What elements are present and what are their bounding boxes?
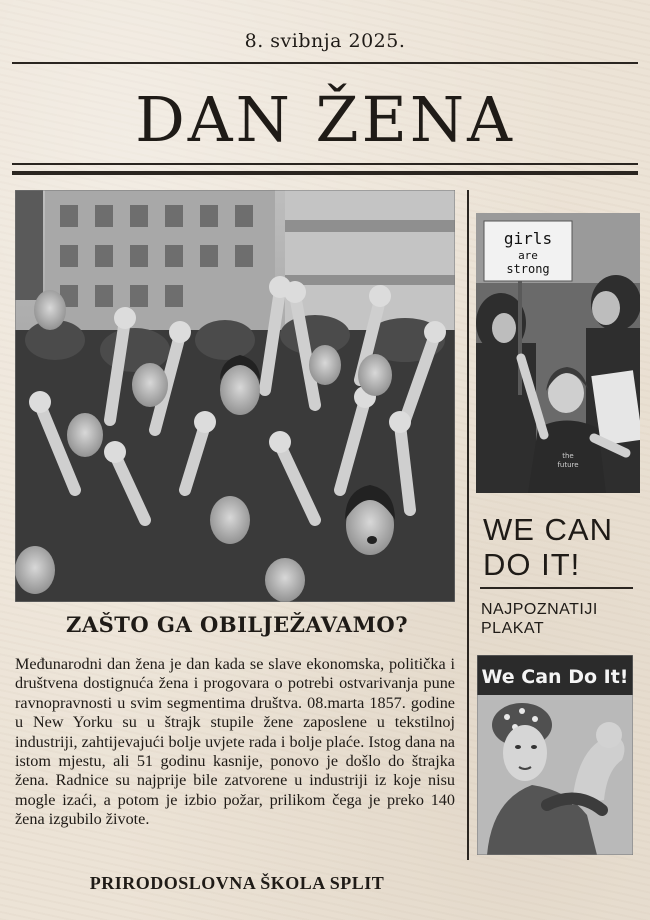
svg-text:are: are: [518, 249, 538, 262]
page-title: DAN ŽENA: [135, 83, 515, 156]
school-name: PRIRODOSLOVNA ŠKOLA SPLIT: [89, 873, 385, 893]
article-body: Međunarodni dan žena je dan kada se slave ekonomska, politička i društvena dostignuća žena i progovara o potrebi ostvarivanja pune ravnopravnosti u svim segmentima društva. 08.marta 1857. godine u New Yorku su u štrajk stupile žene zaposlene u tekstilnoj industriji, zahtijevajući bolje uvjete rada i bolje plaće. Istog dana na istom mjestu, ali 51 godinu kasnije, ponovo je došlo do štrajka žena. Radnice su najprije bile zatvorene u industriji iz koje nisu mogle izaći, a potom je izbio požar, prilikom čega je preko 140 žena izgubilo živote.: [15, 655, 455, 829]
slogan-heading: WE CAN DO IT!: [483, 512, 613, 582]
svg-text:strong: strong: [506, 262, 550, 276]
article-headline: ZAŠTO GA OBILJEŽAVAMO?: [65, 612, 409, 637]
slogan-rule: [480, 587, 633, 589]
issue-date: 8. svibnja 2025.: [244, 30, 406, 52]
poster-label: NAJPOZNATIJI PLAKAT: [481, 601, 598, 637]
svg-text:future: future: [557, 461, 579, 469]
we-can-do-it-poster: [477, 655, 633, 855]
protest-crowd-photo: [15, 190, 455, 602]
girls-are-strong-photo: [476, 213, 640, 493]
title-rule-thin: [12, 163, 638, 165]
top-rule: [12, 62, 638, 64]
svg-text:girls: girls: [503, 229, 553, 248]
title-rule-thick: [12, 171, 638, 175]
svg-text:the: the: [562, 452, 574, 460]
column-divider: [467, 190, 469, 860]
poster-title: We Can Do It!: [481, 666, 629, 688]
